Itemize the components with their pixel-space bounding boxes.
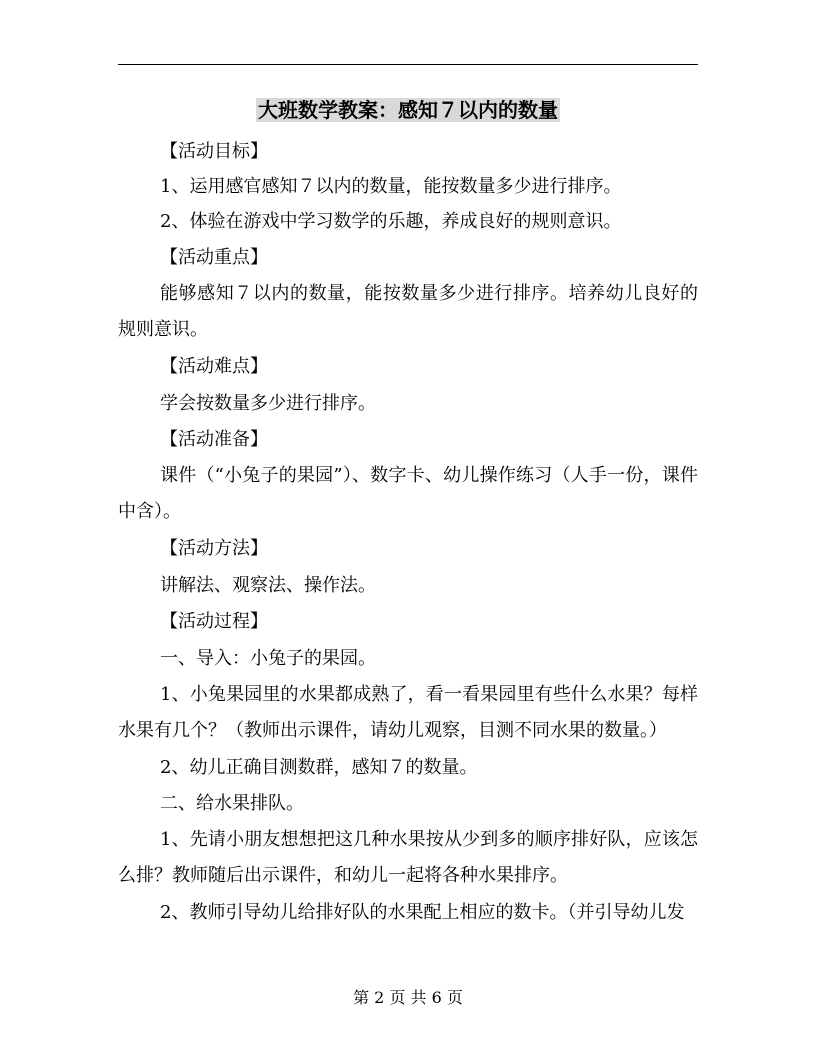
title-text: 大班数学教案：感知７以内的数量 bbox=[258, 98, 558, 122]
paragraph: 2、体验在游戏中学习数学的乐趣，养成良好的规则意识。 bbox=[160, 211, 622, 232]
paragraph: 讲解法、观察法、操作法。 bbox=[160, 575, 376, 596]
header-rule bbox=[118, 64, 698, 65]
paragraph: 二、给水果排队。 bbox=[160, 793, 304, 814]
document-title bbox=[0, 95, 816, 125]
paragraph: 能够感知７以内的数量，能按数量多少进行排序。培养幼儿良好的规则意识。 bbox=[118, 283, 698, 340]
paragraph: 1、先请小朋友想想把这几种水果按从少到多的顺序排好队，应该怎么排？教师随后出示课件，和幼儿一起将各种水果排序。 bbox=[118, 829, 698, 886]
paragraph: 学会按数量多少进行排序。 bbox=[160, 393, 376, 414]
heading-key-points: 【活动重点】 bbox=[160, 247, 268, 268]
paragraph: 2、教师引导幼儿给排好队的水果配上相应的数卡。（并引导幼儿发 bbox=[160, 902, 685, 923]
heading-objectives: 【活动目标】 bbox=[160, 141, 268, 162]
heading-preparation: 【活动准备】 bbox=[160, 429, 268, 450]
heading-difficulties: 【活动难点】 bbox=[160, 356, 268, 377]
page-footer: 第 2 页 共 6 页 bbox=[353, 988, 463, 1007]
paragraph: 一、导入：小兔子的果园。 bbox=[160, 648, 376, 669]
heading-methods: 【活动方法】 bbox=[160, 538, 268, 559]
paragraph: 1、小兔果园里的水果都成熟了，看一看果园里有些什么水果？每样水果有几个？（教师出示课件，请幼儿观察，目测不同水果的数量。） bbox=[118, 684, 698, 741]
paragraph: 2、幼儿正确目测数群，感知７的数量。 bbox=[160, 757, 478, 778]
paragraph: 1、运用感官感知７以内的数量，能按数量多少进行排序。 bbox=[160, 176, 622, 197]
paragraph: 课件（“小兔子的果园”）、数字卡、幼儿操作练习（人手一份，课件中含）。 bbox=[118, 465, 698, 522]
heading-process: 【活动过程】 bbox=[160, 611, 268, 632]
